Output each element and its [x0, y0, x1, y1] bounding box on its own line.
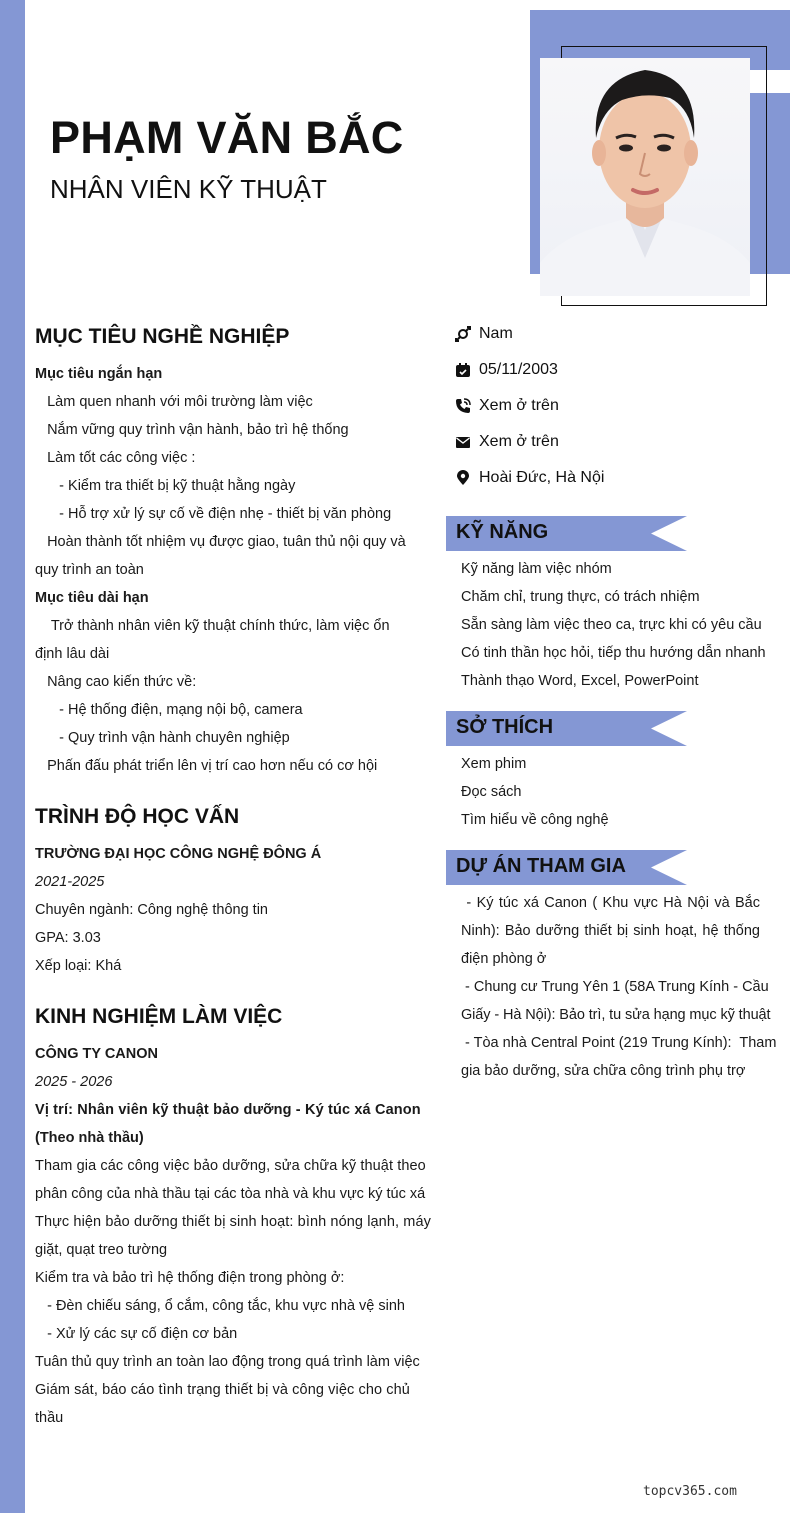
hobby-item: Xem phim [461, 756, 527, 772]
objective-line: Hoàn thành tốt nhiệm vụ được giao, tuân thủ nội quy và [35, 534, 406, 550]
objective-line: Nâng cao kiến thức về: [35, 674, 197, 690]
school-name: TRƯỜNG ĐẠI HỌC CÔNG NGHỆ ĐÔNG Á [35, 846, 322, 862]
projects-heading [446, 850, 687, 885]
experience-period: 2025 - 2026 [35, 1074, 113, 1090]
experience-line: phân công của nhà thầu tại các tòa nhà và khu vực ký túc xá [35, 1186, 426, 1202]
objective-line: - Hệ thống điện, mạng nội bộ, camera [35, 702, 303, 718]
contact-birthday [455, 358, 558, 382]
gender-icon [455, 326, 471, 342]
experience-line: Kiểm tra và bảo trì hệ thống điện trong phòng ở: [35, 1270, 345, 1286]
contact-gender [455, 322, 513, 346]
experience-line: - Đèn chiếu sáng, ổ cắm, công tắc, khu vực nhà vệ sinh [35, 1298, 405, 1314]
location-icon [455, 470, 471, 486]
projects-title: DỰ ÁN THAM GIA [456, 855, 626, 877]
left-accent-bar [0, 0, 25, 1513]
objective-line: Trở thành nhân viên kỹ thuật chính thức, làm việc ổn [35, 618, 390, 634]
education-title: TRÌNH ĐỘ HỌC VẤN [35, 805, 240, 828]
project-line: Giấy - Hà Nội): Bảo trì, tu sửa hạng mục kỹ thuật [461, 1007, 771, 1023]
phone-icon [455, 398, 471, 414]
project-line: gia bảo dưỡng, sửa chữa công trình phụ trợ [461, 1063, 746, 1079]
hobby-item: Tìm hiểu về công nghệ [461, 812, 609, 828]
experience-line: Thực hiện bảo dưỡng thiết bị sinh hoạt: bình nóng lạnh, máy [35, 1214, 431, 1230]
email-icon [455, 434, 471, 450]
project-line: - Tòa nhà Central Point (219 Trung Kính): Tham [461, 1035, 777, 1051]
experience-line: Vị trí: Nhân viên kỹ thuật bảo dưỡng - Ký túc xá Canon [35, 1102, 421, 1118]
contact-text: Nam [479, 325, 513, 342]
experience-line: (Theo nhà thầu) [35, 1130, 144, 1146]
project-line: - Chung cư Trung Yên 1 (58A Trung Kính - Cầu [461, 979, 769, 995]
objective-line: Nắm vững quy trình vận hành, bảo trì hệ thống [35, 422, 349, 438]
contact-phone [455, 394, 559, 418]
skill-item: Có tinh thần học hỏi, tiếp thu hướng dẫn nhanh [461, 645, 766, 661]
skills-heading [446, 516, 687, 551]
education-major: Chuyên ngành: Công nghệ thông tin [35, 902, 268, 918]
experience-title: KINH NGHIỆM LÀM VIỆC [35, 1005, 283, 1028]
objective-title: MỤC TIÊU NGHỀ NGHIỆP [35, 325, 290, 348]
skill-item: Kỹ năng làm việc nhóm [461, 561, 612, 577]
objective-line: - Kiểm tra thiết bị kỹ thuật hằng ngày [35, 478, 296, 494]
calendar-icon [455, 362, 471, 378]
objective-line: - Hỗ trợ xử lý sự cố về điện nhẹ - thiết bị văn phòng [35, 506, 392, 522]
job-title: NHÂN VIÊN KỸ THUẬT [50, 174, 327, 204]
objective-line: định lâu dài [35, 646, 110, 662]
hobbies-title: SỞ THÍCH [456, 716, 554, 738]
objective-line: Làm quen nhanh với môi trường làm việc [35, 394, 313, 410]
watermark: topcv365.com [643, 1484, 737, 1499]
education-gpa: GPA: 3.03 [35, 930, 101, 946]
project-line: Ninh): Bảo dưỡng thiết bị sinh hoạt, hệ thống [461, 923, 760, 939]
project-line: điện phòng ở [461, 951, 547, 967]
contact-text: Hoài Đức, Hà Nội [479, 469, 605, 486]
objective-line: Làm tốt các công việc : [35, 450, 196, 466]
objective-line: - Quy trình vận hành chuyên nghiệp [35, 730, 290, 746]
contact-text: Xem ở trên [479, 397, 559, 414]
contact-text: 05/11/2003 [479, 361, 558, 378]
skills-title: KỸ NĂNG [456, 521, 549, 543]
education-rank: Xếp loại: Khá [35, 958, 122, 974]
profile-photo [540, 58, 750, 296]
objective-line: Mục tiêu dài hạn [35, 590, 149, 606]
objective-line: quy trình an toàn [35, 562, 144, 578]
experience-line: - Xử lý các sự cố điện cơ bản [35, 1326, 238, 1342]
contact-address [455, 466, 604, 490]
company-name: CÔNG TY CANON [35, 1046, 158, 1062]
objective-line: Mục tiêu ngắn hạn [35, 366, 163, 382]
experience-line: Tham gia các công việc bảo dưỡng, sửa chữa kỹ thuật theo [35, 1158, 426, 1174]
candidate-name: PHẠM VĂN BẮC [50, 112, 404, 163]
contact-email [455, 430, 559, 454]
project-line: - Ký túc xá Canon ( Khu vực Hà Nội và Bắc [461, 895, 760, 911]
experience-line: Tuân thủ quy trình an toàn lao động trong quá trình làm việc [35, 1354, 420, 1370]
experience-line: giặt, quạt treo tường [35, 1242, 168, 1258]
objective-line: Phấn đấu phát triển lên vị trí cao hơn nếu có cơ hội [35, 758, 378, 774]
experience-line: thầu [35, 1410, 64, 1426]
skill-item: Thành thạo Word, Excel, PowerPoint [461, 673, 699, 689]
skill-item: Chăm chỉ, trung thực, có trách nhiệm [461, 589, 700, 605]
experience-line: Giám sát, báo cáo tình trạng thiết bị và công việc cho chủ [35, 1382, 410, 1398]
education-period: 2021-2025 [35, 874, 105, 890]
skill-item: Sẵn sàng làm việc theo ca, trực khi có yêu cầu [461, 617, 762, 633]
contact-text: Xem ở trên [479, 433, 559, 450]
hobby-item: Đọc sách [461, 784, 522, 800]
hobbies-heading [446, 711, 687, 746]
